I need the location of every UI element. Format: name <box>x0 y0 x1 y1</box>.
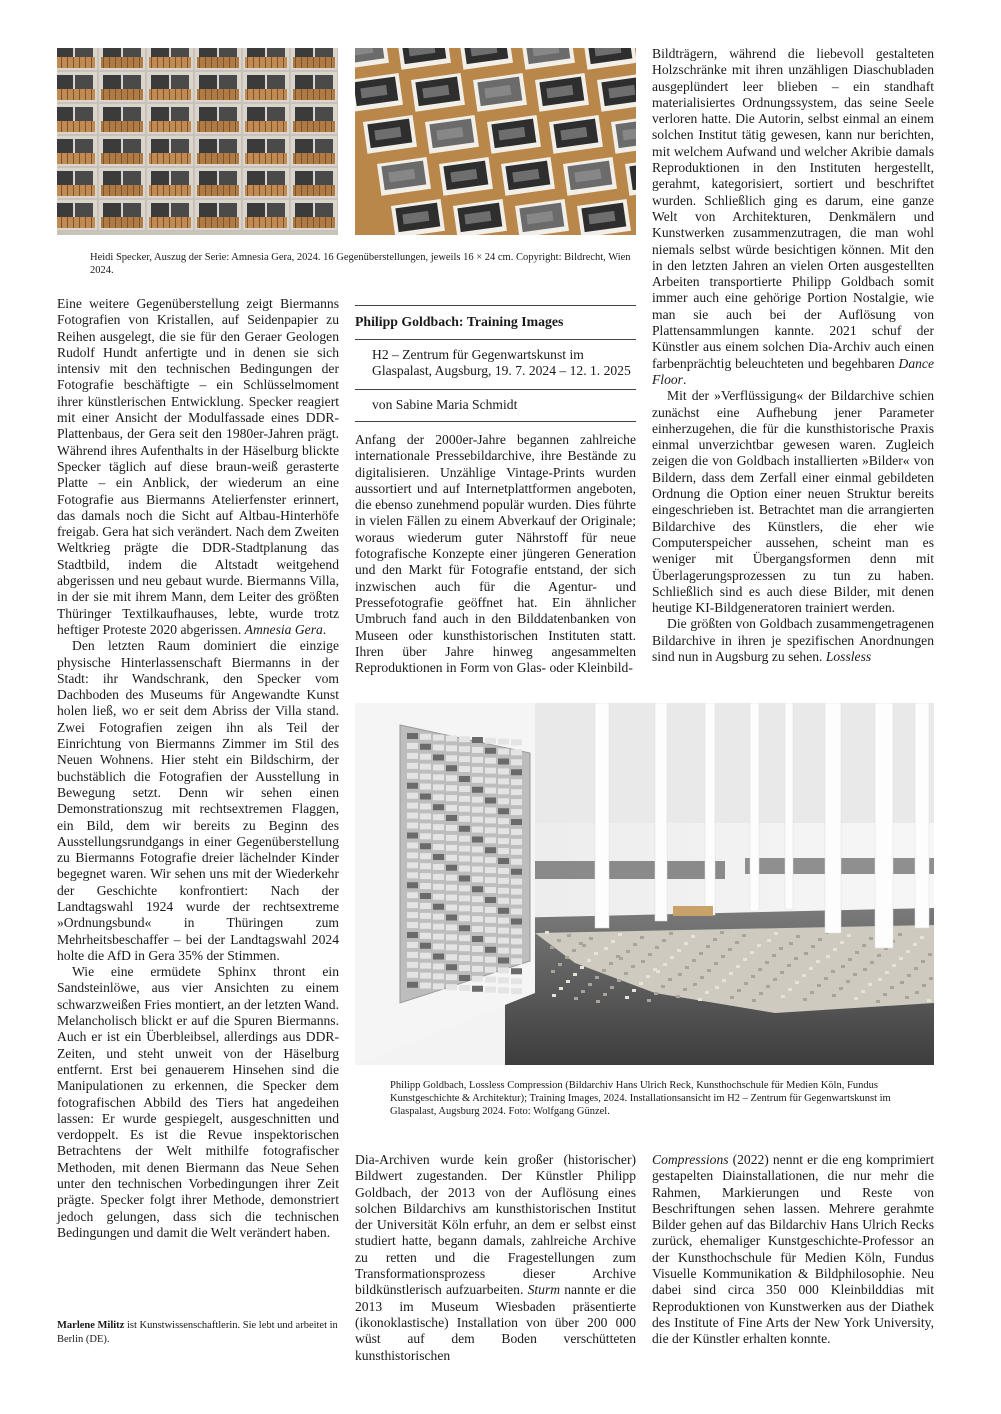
right-column-top <box>652 46 934 665</box>
right-paragraph-4: Compressions (2022) nennt er die eng komprimiert gestapelten Diainstallationen, die nur mehr die Rahmen, Markierungen und Reste von Beschriftungen sehen lassen. Mehrere gerahmte Bilder gehen auf das Bildarchiv Hans Ulrich Recks zurück, ehemaliger Kunstgeschichte-Professor an der Kunsthochschule für Medien Köln, Fundus Visuelle Kommunikation & Bildphilosophie. Neu dabei sind circa 350 000 Kleinbilddias mit Reproduktionen von Kunstwerken aus der Diathek des Institute of Fine Arts der New York University, die der Künstler erhalten konnte. <box>652 1152 934 1347</box>
left-paragraph-2: Den letzten Raum dominiert die einzige physische Hinterlassenschaft Biermanns in der Stadt: ihr Wandschrank, den Specker vom Dachboden des Museums für Angewandte Kunst holen ließ, wo er seit dem Abriss der Villa stand. Zwei Fotografien zeigen ihn als Teil der Einrichtung von Biermanns Zimmer im Stil des Neuen Wohnens. Hier steht ein Bildschirm, der buchstäblich die Fotografien der Ausstellung in Bewegung setzt. Denn wir sehen einen Demonstrationszug mit rechtsextremen Flaggen, ein Bild, dem wir bereits zu Beginn des Ausstellungsrundgangs in einer Gegenüberstellung zu Biermanns Fotografie dreier lächelnder Kinder begegnet waren. Wir sehen uns mit der Wiederkehr der Geschichte konfrontiert: Nach der Landtagswahl 1924 wurde der rechtsextreme »Ordnungsbund« in Thüringen zum Mehrheitsbeschaffer – bei der Landtagswahl 2024 holte die AfD in Gera 35% der Stimmen. <box>57 638 339 963</box>
photo-installation-view <box>355 703 934 1065</box>
right-paragraph-2: Mit der »Verflüssigung« der Bildarchive schien zunächst eine Aufhebung jener Parameter einherzugehen, die für die kunsthistorische Praxis einmal unverzichtbar gewesen waren. Zugleich zeigen die von Goldbach installierten »Bilder« von Bildern, dass dem Zerfall einer einmal gebildeten Ordnung die Option einer neuen Struktur bereits eingeschrieben ist. Betrachtet man die arrangierten Bildarchive des Künstlers, die eher wie Computerspeicher aussehen, scheint man es weniger mit Übergangsformen denn mit Überlagerungsprozessen zu tun zu haben. Schließlich sind es auch diese Bilder, mit denen heutige KI-Bildgeneratoren trainiert werden. <box>652 388 934 616</box>
review-venue: H2 – Zentrum für Gegenwartskunst im Glaspalast, Augsburg, 19. 7. 2024 – 12. 1. 2025 <box>372 347 631 379</box>
middle-column-top <box>355 432 636 676</box>
header-rule-4 <box>355 421 636 422</box>
photo-plattenbau-facade <box>57 48 338 235</box>
middle-paragraph-2: Dia-Archiven wurde kein großer (historischer) Bildwert zugestanden. Der Künstler Philipp Goldbach, der 2013 von der Auflösung eines solchen Bildarchivs am kunsthistorischen Institut der Universität Köln erfuhr, an dem er selbst einst studiert hatte, begann damals, zahlreiche Archive zu retten und die Fragestellungen zum Transformationsprozess dieser Archive bildkünstlerisch aufzuarbeiten. Sturm nannte er die 2013 im Museum Wiesbaden präsentierte (ikonoklastische) Installation von über 200 000 wüst auf dem Boden verschütteten kunsthistorischen <box>355 1152 636 1363</box>
photo-prints-on-table <box>355 48 636 235</box>
right-column-bottom <box>652 1152 934 1348</box>
review-title: Philipp Goldbach: Training Images <box>355 314 564 329</box>
middle-column-bottom <box>355 1152 636 1364</box>
right-paragraph-3: Die größten von Goldbach zusammengetragenen Bildarchive in ihren je spezifischen Anordnungen sind nun in Augsburg zu sehen. Lossless <box>652 616 934 664</box>
left-column <box>57 296 339 1241</box>
caption-top: Heidi Specker, Auszug der Serie: Amnesia Gera, 2024. 16 Gegenüberstellungen, jeweils 16 × 24 cm. Copyright: Bildrecht, Wien 2024. <box>90 252 631 276</box>
left-paragraph-3: Wie eine ermüdete Sphinx thront ein Sandsteinlöwe, aus vier Ansichten zu einem schwarzweißen Fries montiert, an der letzten Wand. Melancholisch blickt er auf die Spuren Biermanns. Auch er ist ein Überbleibsel, allerdings aus DDR-Zeiten, und steht unweit von der Häselburg entfernt. Erst bei genauerem Hinsehen sind die Manipulationen zu erkennen, die Specker dem fotografischen Abbild des Tiers hat angedeihen lassen: Er wurde gespiegelt, ausgeschnitten und verdoppelt. Es ist die Revue inspektorischen Betrachtens der Welt mithilfe fotografischer Methoden, mit denen Biermann das Neue Sehen unter den technischen Vorbedingungen ihrer Zeit prägte. Specker folgt ihrer Methode, demonstriert jedoch gelungen, dass sich die technischen Bedingungen und damit die Welt verändert haben. <box>57 964 339 1240</box>
left-paragraph-1: Eine weitere Gegenüberstellung zeigt Biermanns Fotografien von Kristallen, auf Seidenpapier zu Reihen ausgelegt, die sie für den Geraer Geologen Rudolf Hundt anfertigte und in denen sie sich intensiv mit den technischen Bedingungen der Fotografie beschäftigte – ein Schlüsselmoment ihrer künstlerischen Entwicklung. Specker reagiert mit einer Ansicht der Modulfassade eines DDR-Plattenbaus, der Gera seit den 1980er-Jahren prägt. Während ihres Aufenthalts in der Häselburg blickte Specker täglich auf diese braun-weiß gerasterte Platte – ein Anblick, der wiederum an eine Fotografie aus Biermanns Atelierfenster erinnert, das damals noch die Sicht auf Altbau-Hinterhöfe freigab. Gera hat sich verändert. Nach dem Zweiten Weltkrieg prägte die DDR-Stadtplanung das Stadtbild, indem die Altstadt weitgehend abgerissen und neu gebaut wurde. Biermanns Villa, in der sie mit ihrem Mann, dem Leiter des größten Thüringer Textilkaufhauses, lebte, wurde trotz heftiger Proteste 2020 abgerissen. Amnesia Gera. <box>57 296 339 637</box>
middle-paragraph-1: Anfang der 2000er-Jahre begannen zahlreiche internationale Pressebildarchive, ihre Bestände zu digitalisieren. Unzählige Vintage-Prints wurden aussortiert und auf Internetplattformen angeboten, die ebenso zunehmend populär wurden. Dies führte in vielen Fällen zu einem Abverkauf der Originale; woraus wiederum guter Nährstoff für neue fotografische Konzepte einer jüngeren Generation und den Markt für Fotografie entstand, der sich inzwischen auch für die Agentur- und Pressefotografie geöffnet hat. Ein ähnlicher Umbruch fand auch in den Bilddatenbanken von Museen oder kunsthistorischen Instituten statt. Ihren über Jahre hinweg angesammelten Reproduktionen in Form von Glas- oder Kleinbild- <box>355 432 636 676</box>
author-bio: Marlene Militz ist Kunstwissenschaftlerin. Sie lebt und arbeitet in Berlin (DE). <box>57 1320 338 1345</box>
header-rule-3 <box>355 389 636 390</box>
caption-installation: Philipp Goldbach, Lossless Compression (Bildarchiv Hans Ulrich Reck, Kunsthochschule für Medien Köln, Fundus Kunstgeschichte & Architektur); Training Images, 2024. Installationsansicht im H2 – Zentrum für Gegenwartskunst im Glaspalast, Augsburg 2024. Foto: Wolfgang Günzel. <box>390 1080 891 1117</box>
header-rule-1 <box>355 305 636 306</box>
author-name: Marlene Militz <box>57 1320 125 1331</box>
right-paragraph-1: Bildträgern, während die liebevoll gestalteten Holzschränke mit ihren unzähligen Diaschubladen ausgeplündert leer blieben – ein standhaft materialisiertes Ordnungssystem, das seine Seele verloren hatte. Die Autorin, selbst einmal an einem solchen Institut tätig gewesen, kann nur berichten, mit welchem Aufwand und welcher Akribie damals Reproduktionen in den Instituten hergestellt, gerahmt, kategorisiert, sortiert und beschriftet wurden. Schließlich ging es darum, eine ganze Welt von Architekturen, Denkmälern und Kunstwerken zusammenzutragen, die man wohl niemals selbst würde besichtigen können. Mit den in den letzten Jahren an vielen Orten ausgestellten Arbeiten transportierte Philipp Goldbach somit immer auch eine gehörige Portion Nostalgie, wie man sie auch bei der Auflösung von Plattensammlungen kannte. 2021 schuf der Künstler aus einem solchen Dia-Archiv auch einen farbenprächtig beleuchteten und begehbaren Dance Floor. <box>652 46 934 387</box>
header-rule-2 <box>355 339 636 340</box>
review-author: von Sabine Maria Schmidt <box>372 397 518 412</box>
